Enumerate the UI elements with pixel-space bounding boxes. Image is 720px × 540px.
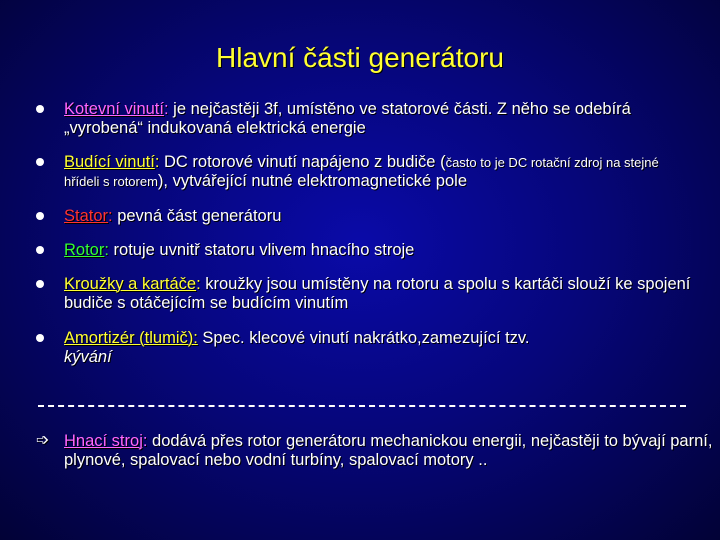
bullet-text: pevná část generátoru [112,207,282,225]
bullet-separator: : [154,153,160,171]
bullet-italic-text: kývání [64,348,112,366]
bullet-term: Rotor [64,241,105,259]
bullet-separator: : [196,275,201,293]
bullet-text: rotuje uvnitř statoru vlivem hnacího stroje [108,241,415,259]
bullet-term: Amortizér (tlumič): [64,329,198,347]
bullet-term: Budící vinutí [64,153,155,171]
bullet-text: je nejčastěji 3f, umístěno ve statorové části. Z něho se odebírá „vyrobená“ indukovaná elektrická energie [64,100,631,137]
dashed-divider [38,405,686,407]
bullet-separator: : [104,241,109,259]
bullet-item [36,207,696,226]
bullet-separator: : [108,207,113,225]
bullet-dot-icon [36,158,44,166]
slide-title: Hlavní části generátoru [216,42,504,73]
bullet-term: Kroužky a kartáče [64,275,197,293]
bullet-term: Kotevní vinutí [64,100,164,118]
bullet-item [36,153,696,191]
bullet-item [36,100,696,138]
bullet-dot-icon [36,280,44,288]
bullet-text: kroužky jsou umístěny na rotoru a spolu s kartáči slouží ke spojení budiče s otáčejícím se budícím vinutím [64,275,691,312]
bullet-dot-icon [36,334,44,342]
bullet-item [36,329,696,367]
bullet-item [36,275,696,313]
footer-item [36,432,714,470]
bullet-dot-icon [36,246,44,254]
footer-separator: : [142,432,148,450]
footer-term: Hnací stroj [64,432,143,450]
arrow-right-icon: ➩ [36,432,50,449]
bullet-term: Stator [64,207,109,225]
footer-text: dodává přes rotor generátoru mechanickou energii, nejčastěji to bývají parní, plynové, spalovací nebo vodní turbíny, spalovací motory .. [64,432,713,469]
bullet-text-cont: ), vytvářející nutné elektromagnetické pole [157,172,467,190]
bullet-text: DC rotorové vinutí napájeno z budiče ( [159,153,446,171]
bullet-item [36,241,696,260]
bullet-dot-icon [36,212,44,220]
bullet-list [36,100,696,367]
bullet-dot-icon [36,105,44,113]
bullet-text: Spec. klecové vinutí nakrátko,zamezující tzv. [197,329,530,347]
bullet-small-text: často to je DC rotační zdroj na stejné hřídeli s rotorem [64,155,659,189]
bullet-separator: : [163,100,169,118]
